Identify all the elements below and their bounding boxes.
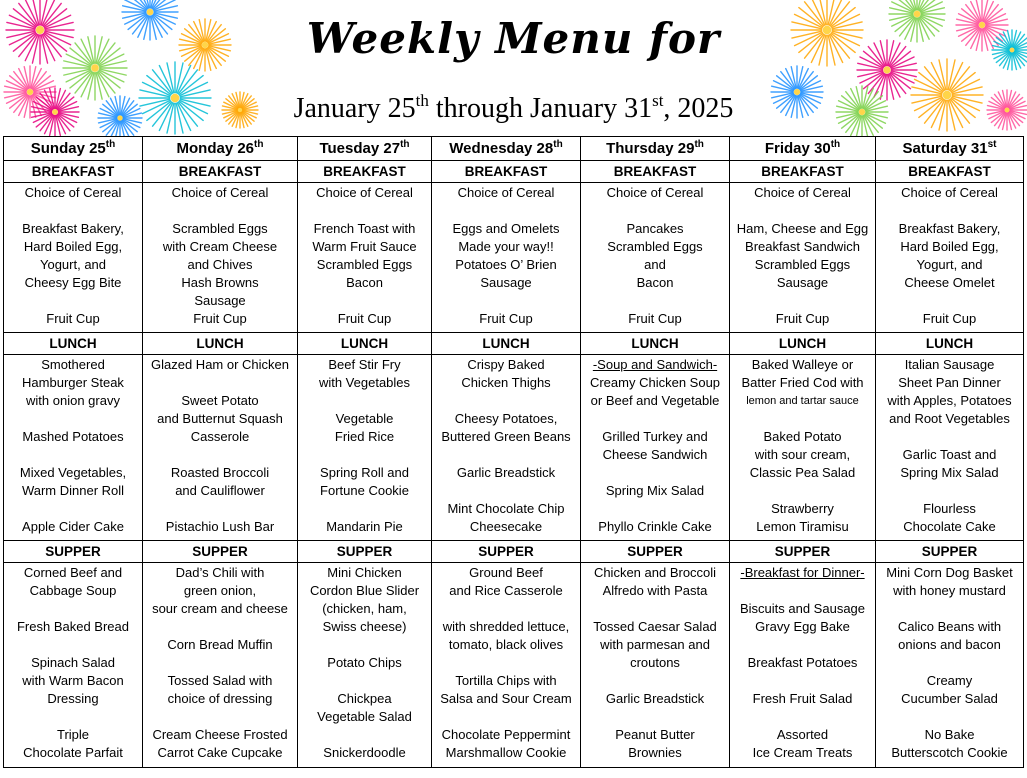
- menu-item-line: [876, 292, 1023, 310]
- menu-item-line: Tortilla Chips with: [455, 673, 557, 689]
- meal-label-row: [4, 332, 1024, 354]
- menu-item-line: [876, 600, 1023, 618]
- menu-item-line: [143, 654, 297, 672]
- menu-item-line: Fresh Fruit Salad: [752, 691, 853, 707]
- menu-item-line: Garlic Breadstick: [456, 464, 556, 480]
- menu-item-line: Chickpea: [337, 691, 392, 707]
- start-date-suffix: th: [415, 91, 429, 110]
- menu-item-line: Cheesecake: [469, 518, 543, 534]
- menu-item-line: Italian Sausage: [904, 356, 995, 372]
- meal-label: LUNCH: [298, 332, 432, 354]
- day-name: Sunday 25: [30, 140, 106, 157]
- meal-label: LUNCH: [4, 332, 143, 354]
- menu-item-line: Peanut Butter: [615, 727, 695, 743]
- menu-item-line: Cheese Sandwich: [602, 446, 708, 462]
- day-name: Saturday 31: [902, 140, 988, 157]
- meal-label: SUPPER: [143, 541, 298, 563]
- day-name: Monday 26: [176, 140, 255, 157]
- menu-item-line: [4, 636, 142, 654]
- menu-item-line: Scrambled Eggs: [316, 257, 413, 272]
- menu-item-line: [876, 482, 1023, 500]
- meal-label: BREAKFAST: [730, 161, 876, 183]
- menu-item-line: Cordon Blue Slider: [309, 583, 420, 599]
- menu-item-line: Alfredo with Pasta: [602, 583, 708, 599]
- meal-label: SUPPER: [730, 541, 876, 563]
- menu-item-line: Fruit Cup: [479, 311, 533, 326]
- date-range: [0, 91, 1027, 125]
- menu-item-line: Creamy Chicken Soup: [589, 374, 721, 390]
- menu-cell: [298, 183, 432, 333]
- menu-item-line: and Root Vegetables: [889, 410, 1010, 426]
- menu-item-line: Choice of Cereal: [606, 185, 704, 200]
- menu-item-line: Sheet Pan Dinner: [898, 374, 1001, 390]
- menu-item-line: Made your way!!: [458, 239, 554, 254]
- menu-item-line: [581, 500, 729, 518]
- menu-item-line: Cheesy Potatoes,: [454, 410, 558, 426]
- menu-item-line: [298, 292, 431, 310]
- menu-item-line: croutons: [630, 655, 680, 671]
- menu-item-line: [4, 446, 142, 464]
- menu-item-line: Cheesy Egg Bite: [24, 275, 122, 290]
- menu-item-line: [298, 392, 431, 410]
- menu-item-line: [876, 708, 1023, 726]
- menu-item-line: Carrot Cake Cupcake: [157, 745, 283, 761]
- menu-item-line: Pistachio Lush Bar: [165, 518, 275, 534]
- menu-item-line: Roasted Broccoli: [170, 464, 270, 480]
- meal-label: LUNCH: [730, 332, 876, 354]
- menu-item-line: sour cream and cheese: [152, 601, 288, 617]
- day-header: [581, 137, 730, 161]
- menu-item-line: Crispy Baked: [467, 356, 545, 372]
- menu-item-line: Scrambled Eggs: [754, 257, 851, 272]
- menu-item-line: with Apples, Potatoes: [887, 392, 1012, 408]
- menu-item-line: [730, 202, 875, 220]
- menu-item-line: Spinach Salad: [31, 655, 115, 671]
- menu-item-line: -Breakfast for Dinner-: [740, 565, 865, 581]
- menu-item-line: Casserole: [190, 428, 250, 444]
- menu-item-line: [298, 636, 431, 654]
- menu-item-line: onions and bacon: [898, 637, 1001, 653]
- menu-item-line: Cucumber Salad: [901, 691, 998, 707]
- menu-item-line: Cream Cheese Frosted: [152, 727, 288, 743]
- menu-item-line: Choice of Cereal: [754, 185, 851, 200]
- menu-item-line: with onion gravy: [26, 392, 120, 408]
- menu-item-line: Fruit Cup: [775, 311, 830, 326]
- menu-item-line: Scrambled Eggs: [172, 221, 268, 236]
- day-header: [432, 137, 581, 161]
- menu-item-line: Fresh Baked Bread: [16, 619, 129, 635]
- menu-item-line: French Toast with: [313, 221, 416, 236]
- menu-item-line: Spring Roll and: [320, 464, 409, 480]
- menu-item-line: [730, 292, 875, 310]
- menu-item-line: choice of dressing: [167, 691, 273, 707]
- menu-item-line: Scrambled Eggs: [607, 239, 703, 254]
- menu-item-line: Garlic Breadstick: [605, 691, 705, 707]
- day-suffix: st: [987, 139, 997, 150]
- menu-item-line: Ham, Cheese and Egg: [736, 221, 869, 236]
- menu-item-line: with sour cream,: [754, 446, 851, 462]
- menu-item-line: Phyllo Crinkle Cake: [598, 518, 712, 534]
- menu-item-line: [581, 292, 729, 310]
- menu-cell: [581, 563, 730, 768]
- menu-item-line: Sausage: [194, 293, 246, 308]
- menu-item-line: lemon and tartar sauce: [746, 394, 859, 407]
- menu-item-line: Mandarin Pie: [326, 518, 403, 534]
- menu-item-line: [143, 374, 297, 392]
- menu-cell: [143, 563, 298, 768]
- menu-item-line: [4, 202, 142, 220]
- day-header: [876, 137, 1024, 161]
- menu-item-line: Sweet Potato: [181, 392, 259, 408]
- menu-cell: [730, 354, 876, 540]
- menu-item-line: [730, 582, 875, 600]
- menu-item-line: Chicken Thighs: [461, 374, 551, 390]
- menu-item-line: and Rice Casserole: [449, 583, 563, 599]
- menu-item-line: Baked Potato: [763, 428, 842, 444]
- meal-label: BREAKFAST: [298, 161, 432, 183]
- menu-item-line: [432, 292, 580, 310]
- menu-item-line: [581, 672, 729, 690]
- menu-item-line: Breakfast Sandwich: [745, 239, 860, 254]
- menu-cell: [4, 183, 143, 333]
- menu-item-line: Choice of Cereal: [457, 185, 555, 200]
- menu-item-line: Hash Browns: [181, 275, 259, 290]
- menu-cell: [298, 563, 432, 768]
- menu-item-line: and Chives: [187, 257, 253, 272]
- menu-item-line: Fruit Cup: [922, 311, 977, 326]
- menu-item-line: Marshmallow Cookie: [445, 745, 567, 761]
- menu-item-line: Yogurt, and: [39, 257, 107, 272]
- day-header: [298, 137, 432, 161]
- menu-item-line: Garlic Toast and: [902, 446, 997, 462]
- menu-item-line: Spring Mix Salad: [900, 464, 999, 480]
- menu-item-line: [4, 500, 142, 518]
- day-suffix: th: [694, 139, 704, 150]
- menu-item-line: [4, 410, 142, 428]
- menu-item-line: Bacon: [346, 275, 383, 290]
- menu-item-line: Vegetable Salad: [317, 709, 412, 725]
- weekly-menu-table: [3, 136, 1024, 768]
- menu-item-line: [581, 708, 729, 726]
- menu-item-line: Hamburger Steak: [22, 374, 124, 390]
- meal-label: SUPPER: [432, 541, 581, 563]
- menu-item-line: [581, 600, 729, 618]
- start-date: January 25: [293, 93, 416, 124]
- menu-item-line: and: [644, 257, 666, 272]
- menu-item-line: Mini Chicken: [327, 565, 402, 581]
- year: , 2025: [663, 93, 734, 124]
- menu-item-line: [432, 446, 580, 464]
- meal-label-row: [4, 161, 1024, 183]
- menu-item-line: [432, 654, 580, 672]
- menu-item-line: green onion,: [183, 583, 257, 599]
- menu-item-line: Hard Boiled Egg,: [23, 239, 123, 254]
- day-suffix: th: [553, 139, 563, 150]
- meal-label: LUNCH: [581, 332, 730, 354]
- meal-label: BREAKFAST: [432, 161, 581, 183]
- menu-item-line: [432, 392, 580, 410]
- menu-item-line: [143, 618, 297, 636]
- menu-item-line: Brownies: [628, 745, 682, 761]
- menu-item-line: Batter Fried Cod with: [741, 374, 864, 390]
- menu-item-line: Vegetable: [335, 410, 394, 426]
- menu-item-line: [730, 672, 875, 690]
- menu-item-line: Cabbage Soup: [29, 583, 117, 599]
- meal-label: BREAKFAST: [143, 161, 298, 183]
- menu-cell: [143, 354, 298, 540]
- menu-item-line: Sausage: [480, 275, 532, 290]
- menu-item-line: Potatoes O’ Brien: [455, 257, 557, 272]
- end-date-suffix: st: [652, 91, 664, 110]
- menu-item-line: Tossed Salad with: [167, 673, 273, 689]
- menu-item-line: tomato, black olives: [448, 637, 564, 653]
- menu-item-line: Sausage: [776, 275, 829, 290]
- day-suffix: th: [105, 139, 116, 150]
- menu-cell: [4, 354, 143, 540]
- menu-item-line: [298, 726, 431, 744]
- menu-item-line: Choice of Cereal: [24, 185, 122, 200]
- meal-items-row: [4, 183, 1024, 333]
- menu-item-line: Buttered Green Beans: [441, 428, 571, 444]
- day-suffix: th: [400, 139, 410, 150]
- menu-item-line: [298, 500, 431, 518]
- menu-item-line: Mini Corn Dog Basket: [886, 565, 1013, 581]
- menu-item-line: Spring Mix Salad: [605, 482, 705, 498]
- menu-cell: [730, 563, 876, 768]
- menu-item-line: Classic Pea Salad: [749, 464, 856, 480]
- menu-item-line: [298, 672, 431, 690]
- menu-item-line: Warm Fruit Sauce: [312, 239, 417, 254]
- meal-items-row: [4, 563, 1024, 768]
- menu-cell: [298, 354, 432, 540]
- menu-item-line: Choice of Cereal: [171, 185, 269, 200]
- menu-item-line: Dressing: [47, 691, 99, 707]
- menu-item-line: [143, 202, 297, 220]
- menu-item-line: [432, 600, 580, 618]
- menu-item-line: Breakfast Bakery,: [898, 221, 1001, 236]
- menu-item-line: [581, 464, 729, 482]
- menu-item-line: and Butternut Squash: [157, 410, 283, 426]
- menu-item-line: [4, 600, 142, 618]
- day-header: [4, 137, 143, 161]
- menu-item-line: Flourless: [923, 500, 976, 516]
- menu-item-line: [730, 708, 875, 726]
- menu-item-line: Breakfast Potatoes: [747, 655, 858, 671]
- menu-item-line: Choice of Cereal: [316, 185, 413, 200]
- menu-item-line: Fruit Cup: [46, 311, 100, 326]
- menu-item-line: Fortune Cookie: [320, 482, 409, 498]
- meal-label: BREAKFAST: [876, 161, 1024, 183]
- menu-item-line: Breakfast Bakery,: [22, 221, 124, 236]
- menu-item-line: [298, 202, 431, 220]
- menu-item-line: [730, 636, 875, 654]
- menu-item-line: Corned Beef and: [23, 565, 123, 581]
- menu-item-line: Baked Walleye or: [751, 356, 854, 372]
- menu-item-line: Corn Bread Muffin: [167, 637, 273, 653]
- menu-cell: [143, 183, 298, 333]
- menu-item-line: Grilled Turkey and: [602, 428, 708, 444]
- menu-item-line: Dad’s Chili with: [175, 565, 265, 581]
- through-word: through: [435, 93, 523, 124]
- meal-label: SUPPER: [298, 541, 432, 563]
- meal-label: SUPPER: [4, 541, 143, 563]
- menu-item-line: Biscuits and Sausage: [739, 601, 866, 617]
- day-suffix: th: [254, 139, 264, 150]
- menu-cell: [4, 563, 143, 768]
- menu-cell: [581, 354, 730, 540]
- menu-cell: [432, 183, 581, 333]
- menu-item-line: [581, 202, 729, 220]
- menu-cell: [432, 563, 581, 768]
- menu-item-line: -Soup and Sandwich-: [592, 356, 718, 372]
- meal-label: LUNCH: [876, 332, 1024, 354]
- menu-item-line: Fruit Cup: [628, 311, 682, 326]
- day-header: [143, 137, 298, 161]
- menu-item-line: Creamy: [926, 673, 973, 689]
- menu-item-line: with Vegetables: [318, 374, 411, 390]
- meal-label: LUNCH: [143, 332, 298, 354]
- menu-cell: [876, 183, 1024, 333]
- menu-item-line: [876, 428, 1023, 446]
- end-date: January 31: [530, 93, 653, 124]
- menu-item-line: with Cream Cheese: [162, 239, 278, 254]
- menu-item-line: [876, 654, 1023, 672]
- menu-item-line: Assorted: [776, 727, 829, 743]
- menu-item-line: Glazed Ham or Chicken: [151, 356, 289, 372]
- menu-item-line: Eggs and Omelets: [452, 221, 560, 236]
- menu-cell: [581, 183, 730, 333]
- menu-item-line: Mint Chocolate Chip: [447, 500, 565, 516]
- meal-label: BREAKFAST: [4, 161, 143, 183]
- menu-item-line: Fruit Cup: [337, 311, 392, 326]
- menu-item-line: [432, 482, 580, 500]
- menu-item-line: Pancakes: [626, 221, 684, 236]
- menu-item-line: Ice Cream Treats: [752, 745, 853, 761]
- day-suffix: th: [830, 139, 841, 150]
- menu-item-line: [4, 292, 142, 310]
- menu-item-line: Chicken and Broccoli: [593, 565, 717, 581]
- menu-item-line: with shredded lettuce,: [442, 619, 570, 635]
- menu-item-line: Salsa and Sour Cream: [440, 691, 572, 707]
- menu-item-line: Butterscotch Cookie: [891, 745, 1008, 761]
- menu-item-line: Chocolate Cake: [903, 518, 996, 534]
- day-name: Tuesday 27: [319, 140, 401, 157]
- meal-label: LUNCH: [432, 332, 581, 354]
- menu-item-line: Choice of Cereal: [901, 185, 998, 200]
- menu-item-line: Chocolate Peppermint: [441, 727, 571, 743]
- day-name: Wednesday 28: [449, 140, 554, 157]
- menu-item-line: [143, 500, 297, 518]
- menu-cell: [730, 183, 876, 333]
- menu-item-line: [4, 708, 142, 726]
- menu-item-line: [876, 202, 1023, 220]
- menu-item-line: [298, 446, 431, 464]
- menu-item-line: No Bake: [924, 727, 975, 743]
- menu-item-line: with honey mustard: [893, 583, 1006, 599]
- menu-item-line: Yogurt, and: [916, 257, 983, 272]
- menu-item-line: [432, 202, 580, 220]
- menu-item-line: Fruit Cup: [193, 311, 247, 326]
- menu-cell: [432, 354, 581, 540]
- meal-label: BREAKFAST: [581, 161, 730, 183]
- menu-item-line: with parmesan and: [600, 637, 710, 653]
- menu-item-line: Warm Dinner Roll: [21, 482, 125, 498]
- menu-item-line: Potato Chips: [327, 655, 402, 671]
- menu-item-line: Beef Stir Fry: [328, 356, 401, 372]
- menu-item-line: and Cauliflower: [175, 482, 265, 498]
- menu-item-line: Chocolate Parfait: [23, 745, 123, 761]
- meal-label: SUPPER: [581, 541, 730, 563]
- menu-item-line: [581, 410, 729, 428]
- menu-item-line: Mixed Vegetables,: [19, 464, 127, 480]
- menu-item-line: Ground Beef: [469, 565, 543, 581]
- menu-item-line: Smothered: [41, 356, 105, 372]
- menu-item-line: Strawberry: [771, 500, 834, 516]
- menu-item-line: or Beef and Vegetable: [590, 392, 720, 408]
- menu-item-line: [143, 446, 297, 464]
- menu-item-line: Bacon: [636, 275, 674, 290]
- menu-item-line: Mashed Potatoes: [22, 428, 124, 444]
- menu-item-line: Calico Beans with: [897, 619, 1002, 635]
- menu-item-line: with Warm Bacon: [22, 673, 124, 689]
- menu-item-line: [143, 708, 297, 726]
- page-title: Weekly Menu for: [306, 14, 721, 63]
- menu-item-line: [730, 482, 875, 500]
- menu-item-line: (chicken, ham,: [322, 601, 407, 617]
- menu-item-line: Lemon Tiramisu: [756, 518, 849, 534]
- menu-item-line: Gravy Egg Bake: [755, 619, 850, 635]
- menu-item-line: Apple Cider Cake: [22, 518, 124, 534]
- menu-item-line: Cheese Omelet: [904, 275, 995, 290]
- meal-label-row: [4, 541, 1024, 563]
- menu-item-line: Hard Boiled Egg,: [900, 239, 999, 254]
- meal-label: SUPPER: [876, 541, 1024, 563]
- menu-cell: [876, 354, 1024, 540]
- menu-cell: [876, 563, 1024, 768]
- day-name: Friday 30: [764, 140, 831, 157]
- meal-items-row: [4, 354, 1024, 540]
- menu-item-line: Tossed Caesar Salad: [593, 619, 717, 635]
- menu-item-line: Swiss cheese): [322, 619, 407, 635]
- day-header-row: [4, 137, 1024, 161]
- menu-item-line: Triple: [56, 727, 90, 743]
- menu-item-line: Fried Rice: [334, 428, 395, 444]
- day-header: [730, 137, 876, 161]
- menu-item-line: [730, 410, 875, 428]
- menu-item-line: Snickerdoodle: [323, 745, 406, 761]
- menu-item-line: [432, 708, 580, 726]
- day-name: Thursday 29: [606, 140, 695, 157]
